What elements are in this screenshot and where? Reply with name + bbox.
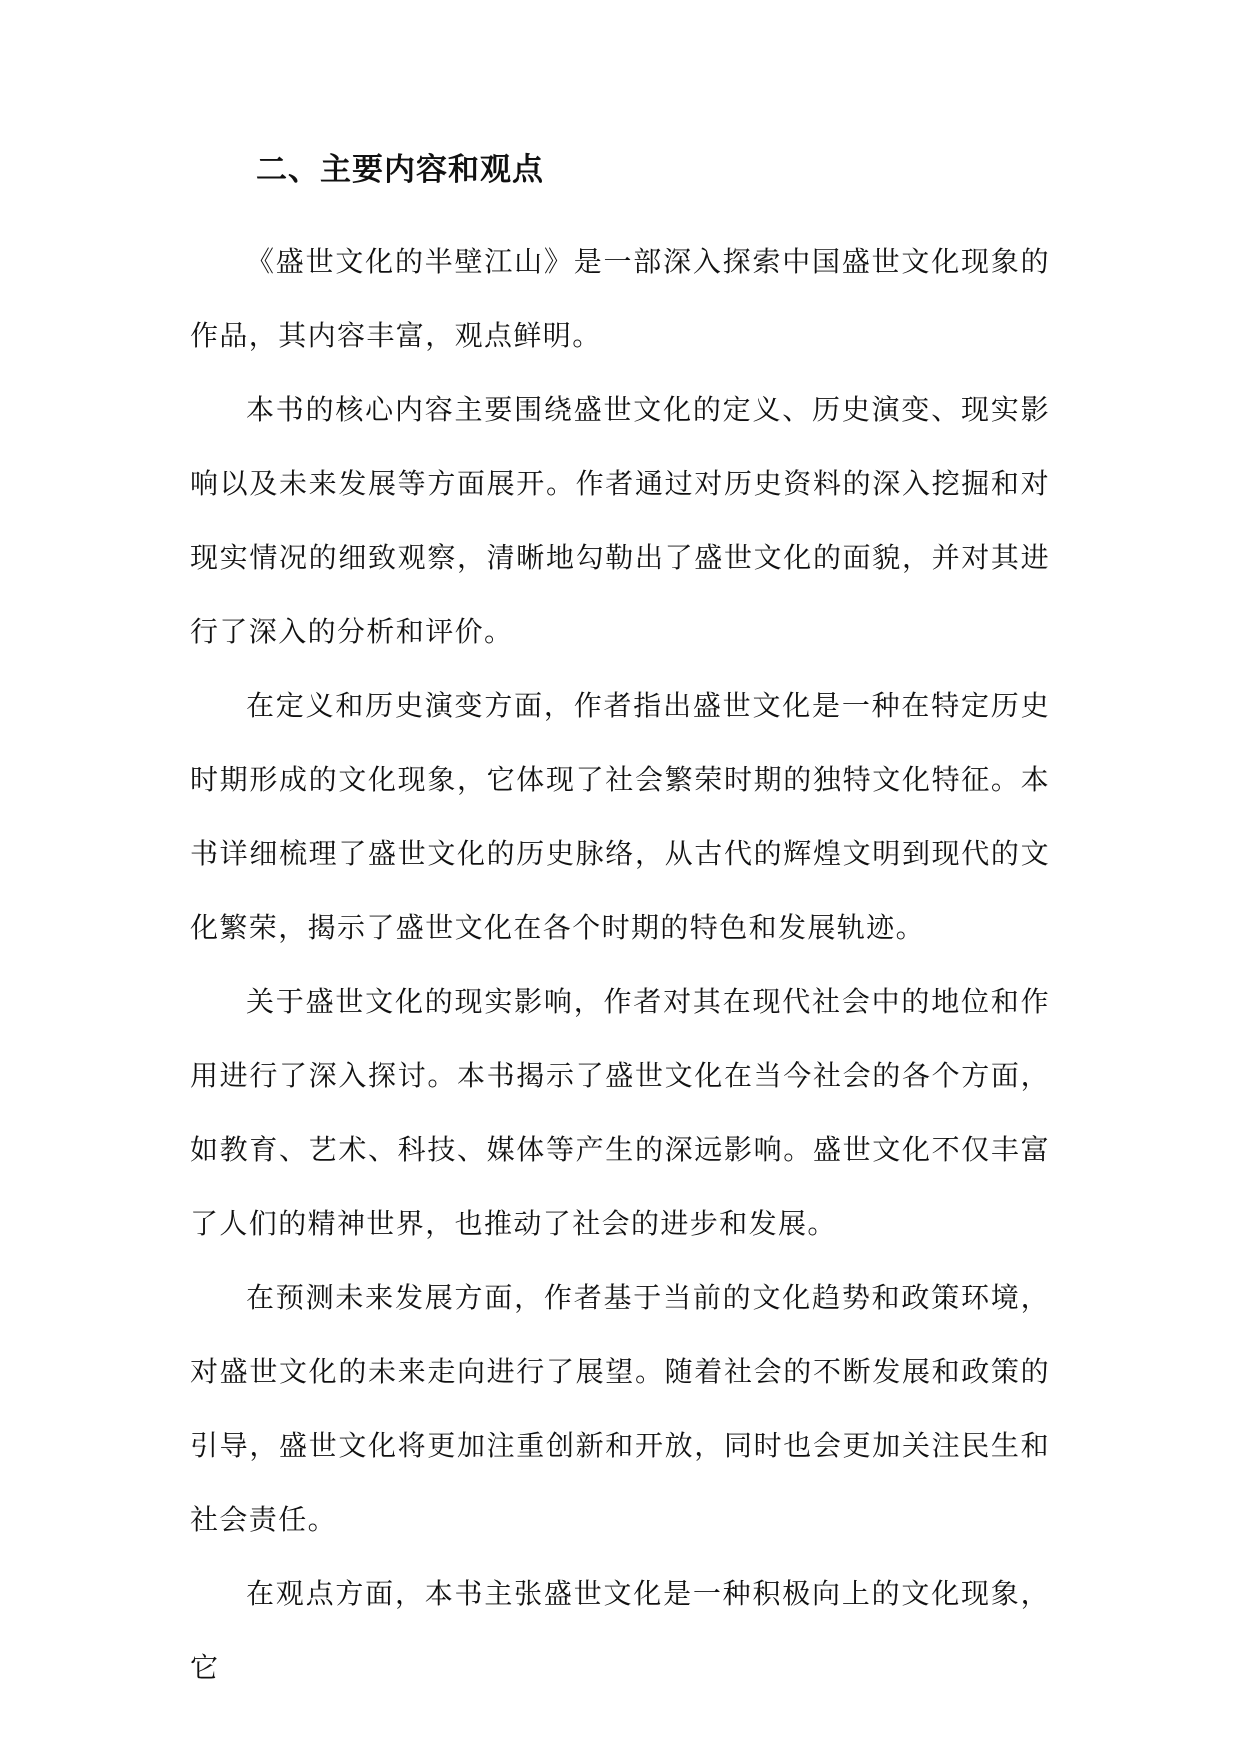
body-text [190,225,1050,1705]
paragraph-real-impact: 关于盛世文化的现实影响，作者对其在现代社会中的地位和作用进行了深入探讨。本书揭示了盛世文化在当今社会的各个方面，如教育、艺术、科技、媒体等产生的深远影响。盛世文化不仅丰富了人们的精神世界，也推动了社会的进步和发展。 [190,985,1050,1240]
paragraph-future-development: 在预测未来发展方面，作者基于当前的文化趋势和政策环境，对盛世文化的未来走向进行了展望。随着社会的不断发展和政策的引导，盛世文化将更加注重创新和开放，同时也会更加关注民生和社会责任。 [190,1281,1050,1536]
paragraph-core-content: 本书的核心内容主要围绕盛世文化的定义、历史演变、现实影响以及未来发展等方面展开。作者通过对历史资料的深入挖掘和对现实情况的细致观察，清晰地勾勒出了盛世文化的面貌，并对其进行了深入的分析和评价。 [190,393,1050,648]
paragraph-intro: 《盛世文化的半壁江山》是一部深入探索中国盛世文化现象的作品，其内容丰富，观点鲜明。 [190,245,1050,352]
paragraph-viewpoints: 在观点方面，本书主张盛世文化是一种积极向上的文化现象，它 [190,1577,1050,1684]
paragraph-definition-history: 在定义和历史演变方面，作者指出盛世文化是一种在特定历史时期形成的文化现象，它体现了社会繁荣时期的独特文化特征。本书详细梳理了盛世文化的历史脉络，从古代的辉煌文明到现代的文化繁荣，揭示了盛世文化在各个时期的特色和发展轨迹。 [190,689,1050,944]
section-heading: 二、主要内容和观点 [256,152,544,188]
